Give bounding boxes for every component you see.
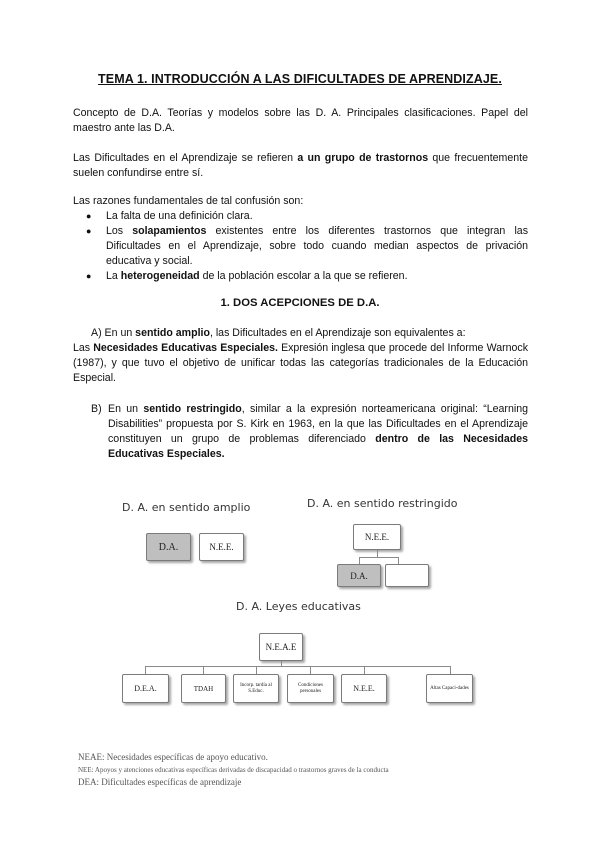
connector-line — [359, 557, 360, 564]
reason-text: La falta de una definición clara. — [106, 210, 253, 222]
item-b-text: En un — [108, 403, 144, 415]
leyes-child-box: D.E.A. — [122, 674, 169, 703]
item-a-text: En un — [101, 327, 136, 339]
connector-line — [256, 666, 257, 674]
definition-paragraph — [73, 151, 528, 181]
reason-bold: heterogeneidad — [120, 270, 200, 282]
restringido-nee-box: N.E.E. — [353, 524, 401, 550]
diagram-amplio-title: D. A. en sentido amplio — [122, 501, 251, 514]
restringido-da-box: D.A. — [337, 564, 381, 587]
nee-paragraph — [73, 341, 528, 386]
restringido-empty-box — [385, 564, 429, 587]
item-b-text: , similar a la expresión norteamericana original: “Learning Disabilities” propuesta por S. Kirk en 1963, en la que las Dificultades en el Aprendizaje constituyen un grupo de problemas diferenciado — [108, 403, 528, 445]
leyes-child-box: Condiciones personales — [287, 674, 334, 703]
item-b-bold-end: dentro de las Necesidades Educativas Especiales. — [108, 433, 529, 460]
leyes-child-box: Altas Capaci-dades — [426, 674, 473, 703]
leyes-neae-box: N.E.A.E — [259, 633, 303, 661]
connector-line — [310, 666, 311, 674]
definition-text-end: que frecuentemente suelen confundirse entre sí. — [73, 152, 528, 179]
item-b — [91, 402, 528, 462]
connector-line — [145, 666, 450, 667]
reasons-list — [86, 209, 528, 284]
reason-text: existentes entre los diferentes trastornos que integran las Dificultades en el Aprendizaje, sobre todo cuando median aspectos de privación educativa y social. — [106, 225, 528, 267]
amplio-da-box: D.A. — [146, 533, 191, 561]
amplio-nee-box: N.E.E. — [199, 533, 244, 561]
nee-bold: Necesidades Educativas Especiales. — [93, 342, 278, 354]
reason-bold: solapamientos — [132, 225, 207, 237]
nee-text: Las — [73, 342, 94, 354]
reason-text: Los — [106, 225, 133, 237]
definition-text: Las Dificultades en el Aprendizaje se refieren — [73, 152, 298, 164]
nee-text-end: Expresión inglesa que procede del Informe Warnock (1987), y que tuvo el objetivo de unificar todas las categorías tradicionales de la Educación Especial. — [73, 342, 528, 384]
item-b-bold: sentido restringido — [143, 403, 242, 415]
reason-text: de la población escolar a la que se refieren. — [199, 270, 408, 282]
connector-line — [364, 666, 365, 674]
bullet-icon: ● — [86, 226, 92, 236]
legend-nee: NEE: Apoyos y atenciones educativas específicas derivadas de discapacidad o trastornos graves de la conducta — [78, 766, 389, 774]
item-a-label: A) — [91, 327, 102, 339]
item-a — [91, 326, 466, 341]
list-item — [86, 224, 528, 269]
connector-line — [377, 550, 378, 557]
section-heading: 1. DOS ACEPCIONES DE D.A. — [220, 297, 380, 309]
legend-dea: DEA: Dificultades específicas de aprendizaje — [78, 777, 242, 787]
connector-line — [203, 666, 204, 674]
reason-text: La — [106, 270, 121, 282]
connector-line — [450, 666, 451, 674]
document-title: TEMA 1. INTRODUCCIÓN A LAS DIFICULTADES DE APRENDIZAJE. — [98, 72, 502, 86]
leyes-child-box: Incorp. tardía al S.Educ. — [233, 674, 279, 703]
definition-bold: a un grupo de trastornos — [297, 152, 429, 164]
list-item — [86, 269, 528, 284]
item-a-bold: sentido amplio — [135, 327, 210, 339]
item-b-label: B) — [91, 403, 102, 415]
list-item — [86, 209, 528, 224]
diagram-leyes-title: D. A. Leyes educativas — [236, 600, 361, 613]
intro-paragraph: Concepto de D.A. Teorías y modelos sobre las D. A. Principales clasificaciones. Papel del maestro ante las D.A. — [73, 107, 528, 134]
connector-line — [359, 557, 399, 558]
reasons-intro: Las razones fundamentales de tal confusión son: — [73, 195, 304, 207]
connector-line — [398, 557, 399, 564]
diagram-restringido-title: D. A. en sentido restringido — [307, 497, 458, 510]
connector-line — [145, 666, 146, 674]
leyes-child-box: N.E.E. — [341, 674, 387, 703]
item-b-text-block — [108, 402, 528, 462]
legend-neae: NEAE: Necesidades específicas de apoyo educativo. — [78, 752, 268, 762]
leyes-child-box: TDAH — [181, 674, 226, 703]
bullet-icon: ● — [86, 211, 92, 221]
item-a-text-end: , las Dificultades en el Aprendizaje son equivalentes a: — [209, 327, 466, 339]
bullet-icon: ● — [86, 271, 92, 281]
